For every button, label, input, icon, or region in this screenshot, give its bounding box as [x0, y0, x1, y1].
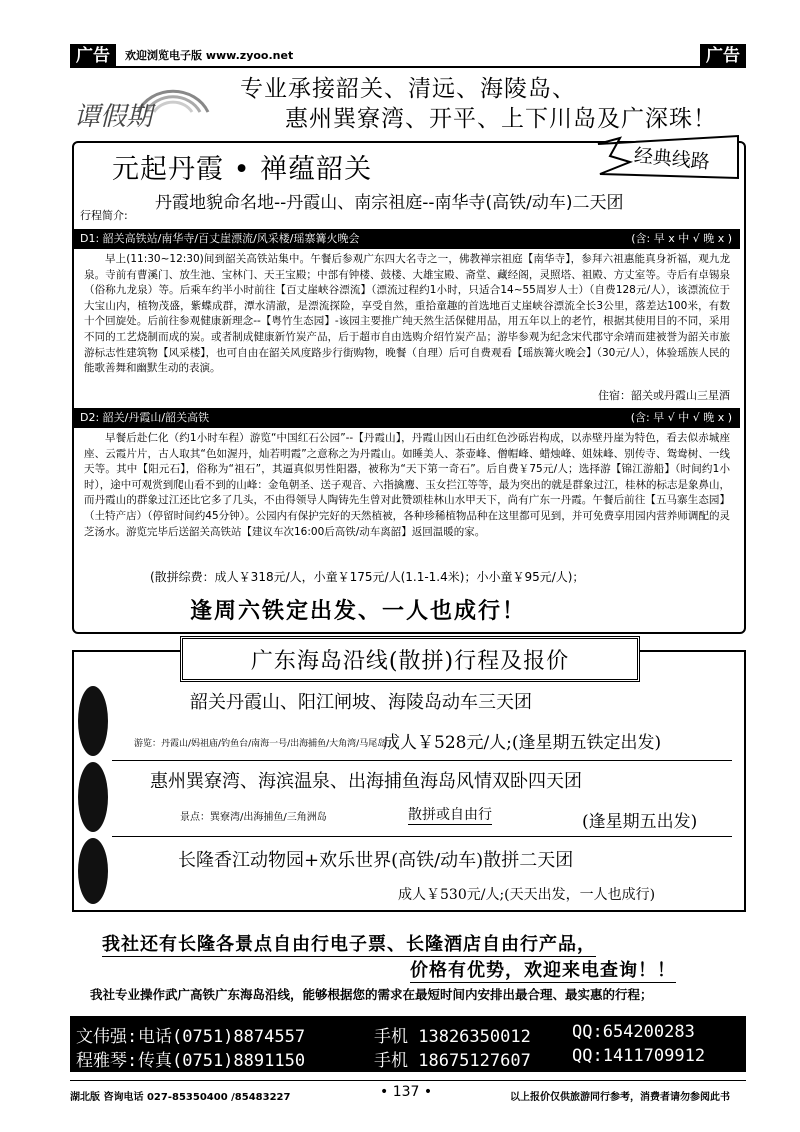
- footer-right: 以上报价仅供旅游同行参考，消费者请勿参阅此书: [510, 1092, 730, 1103]
- tour2-mode: 散拼或自由行: [408, 804, 492, 825]
- tour2-sights: 景点：巽寮湾/出海捕鱼/三角洲岛: [180, 812, 327, 823]
- banner-line2: 惠州巽寮湾、开平、上下川岛及广深珠！: [285, 106, 717, 132]
- day1-text: 早上(11:30~12:30)间到韶关高铁站集中。午餐后参观广东四大名寺之一，佛教禅宗祖庭【南华寺】，参拜六祖惠能真身祈福，观九龙泉。寺前有曹溪门、放生池、宝林门、天王宝殿；中部有钟楼、鼓楼、大雄宝殿、斋堂、藏经阁，灵照塔、祖殿、方丈室等。寺后有卓锡泉（俗称九龙泉）等。后乘车约半小时前往【百丈崖峡谷漂流】（漂流过程约1小时，只适合14~55周岁人士）（自费128元/人），该漂流位于大宝山内，植物茂盛，紫蝶成群，潭水清澈，是漂流探险，享受自然，重拾童趣的首选地百丈崖峡谷漂流全长3公里，落差达100米，有数十个回旋处。后前往参观健康新理念--【粤竹生态园】-该园主要推广纯天然生活保健用品，用五年以上的老竹，根据其使用目的不同，采用不同的工艺烧制而成的炭。或者制成健康新竹炭产品，后于超市自由选购介绍竹炭产品；游毕参观为纪念宋代郡守余靖而建被誉为韶关市旅游标志性建筑物【风采楼】，也可自由在韶关风度路步行街购物，晚餐（自理）后可自费观看【瑶族篝火晚会】（30元/人），体验瑶族人民的能歌善舞和幽默生动的表演。: [84, 253, 730, 375]
- tour2-name: 惠州巽寮湾、海滨温泉、出海捕鱼海岛风情双卧四天团: [150, 771, 582, 792]
- ad-tag-right: 广告: [700, 44, 746, 68]
- logo-text: 谭假期: [74, 102, 153, 132]
- tour3-bullet: [78, 838, 108, 904]
- contact1-name: 文伟强:: [76, 1027, 138, 1047]
- promo-line2: 价格有优势，欢迎来电查询！！: [410, 956, 676, 983]
- classic-title: 元起丹霞 • 禅蕴韶关: [112, 154, 373, 185]
- page-number: • 137 •: [380, 1084, 433, 1100]
- tour1-price: 成人￥528元/人;(逢星期五铁定出发): [383, 733, 662, 753]
- day2-text: 早餐后赴仁化（约1小时车程）游览“中国红石公园”--【丹霞山】，丹霞山因山石由红色沙砾岩构成，以赤壁丹崖为特色，看去似赤城座座、云霞片片，古人取其“色如渥丹，灿若明霞”之意称之为丹霞山。如睡美人、茶壶峰、僧帽峰、蜡烛峰、姐妹峰、别传寺、鸳鸯树、一线天等。其中【阳元石】，俗称为“祖石”，其逼真似男性阳器，被称为“天下第一奇石”。后自费￥75元/人；选择游【锦江游船】（时间约1小时），途中可观赏到爬山看不到的山峰：金龟朝圣、送子观音、六指擒鹰、玉女拦江等等，最为突出的就是群象过江，桂林的标志是象鼻山，而丹霞山的群象过江还比它多了几头，不由得领导人陶铸先生曾对此赞颂桂林山水甲天下，尚有广东一丹霞。午餐后前往【五马寨生态园】（土特产店）（停留时间约45分钟）。公园内有保护完好的天然植被，各种珍稀植物品种在这里都可见到，并可免费享用园内营养师调配的灵芝汤水。游览完毕后送韶关高铁站【建议车次16:00后高铁/动车离韶】返回温暖的家。: [84, 432, 730, 538]
- tour-divider-2: [112, 836, 732, 837]
- contact1-phone[interactable]: 电话(0751)8874557: [138, 1027, 306, 1047]
- day1-bar: [74, 229, 740, 249]
- contact1-mobile[interactable]: 手机 13826350012: [374, 1027, 531, 1047]
- contact2-mobile[interactable]: 手机 18675127607: [374, 1051, 531, 1071]
- tour2-bullet: [78, 762, 108, 832]
- contact1-qq[interactable]: QQ:654200283: [572, 1022, 695, 1042]
- tour2-price: (逢星期五出发): [582, 812, 698, 832]
- tour-divider-1: [112, 760, 732, 761]
- classic-badge: [590, 134, 740, 180]
- contact2-qq[interactable]: QQ:1411709912: [572, 1046, 706, 1066]
- agency-logo: [68, 72, 213, 134]
- contact2-fax[interactable]: 传真(0751)8891150: [138, 1051, 306, 1071]
- banner-line1: 专业承接韶关、清远、海陵岛、: [240, 76, 576, 102]
- island-title: 广东海岛沿线(散拼)行程及报价: [250, 649, 570, 674]
- day1-stay: 住宿：韶关或丹霞山三星酒: [598, 389, 730, 402]
- day2-slogan: 逢周六铁定出发、一人也成行！: [190, 599, 527, 624]
- footer-rule: [70, 1080, 746, 1081]
- promo-line1: 我社还有长隆各景点自由行电子票、长隆酒店自由行产品，: [102, 930, 596, 957]
- tour1-sights: 游览：丹霞山/妈祖庙/钓鱼台/南海一号/出海捕鱼/大角湾/马尾岛: [134, 739, 387, 749]
- header-rule: [70, 66, 746, 68]
- contact-row-2: [76, 1046, 706, 1071]
- tour3-name: 长隆香江动物园+欢乐世界(高铁/动车)散拼二天团: [178, 850, 574, 871]
- tour1-bullet: [78, 686, 108, 756]
- footer-left: 湖北版 咨询电话 027-85350400 /85483227: [70, 1092, 291, 1103]
- ad-tag-left: 广告: [70, 44, 116, 68]
- classic-subtitle: 丹霞地貌命名地--丹霞山、南宗祖庭--南华寺(高铁/动车)二天团: [155, 193, 624, 213]
- contact2-name: 程雅琴:: [76, 1051, 138, 1071]
- day1-meals: (含: 早 x 中 √ 晚 x ): [631, 232, 732, 245]
- day1-route: D1: 韶关高铁站/南华寺/百丈崖漂流/风采楼/瑶寨篝火晚会: [80, 232, 360, 245]
- classic-badge-text: 经典线路: [633, 144, 711, 174]
- day2-price: (散拼综费：成人￥318元/人，小童￥175元/人(1.1-1.4米)；小小童￥95元/人)；: [150, 570, 585, 584]
- intro-label: 行程简介:: [80, 209, 128, 222]
- promo-line3: 我社专业操作武广高铁广东海岛沿线，能够根据您的需求在最短时间内安排出最合理、最实惠的行程；: [90, 987, 653, 1002]
- day2-meals: (含: 早 √ 中 √ 晚 x ): [630, 411, 732, 424]
- tour1-name: 韶关丹霞山、阳江闸坡、海陵岛动车三天团: [190, 692, 532, 713]
- island-title-box: [180, 636, 640, 682]
- site-text: 欢迎浏览电子版 www.zyoo.net: [125, 49, 294, 62]
- day2-route: D2: 韶关/丹霞山/韶关高铁: [80, 411, 210, 424]
- tour3-price: 成人￥530元/人;(天天出发，一人也成行): [398, 887, 656, 903]
- contact-row-1: [76, 1022, 695, 1047]
- day2-bar: [74, 408, 740, 428]
